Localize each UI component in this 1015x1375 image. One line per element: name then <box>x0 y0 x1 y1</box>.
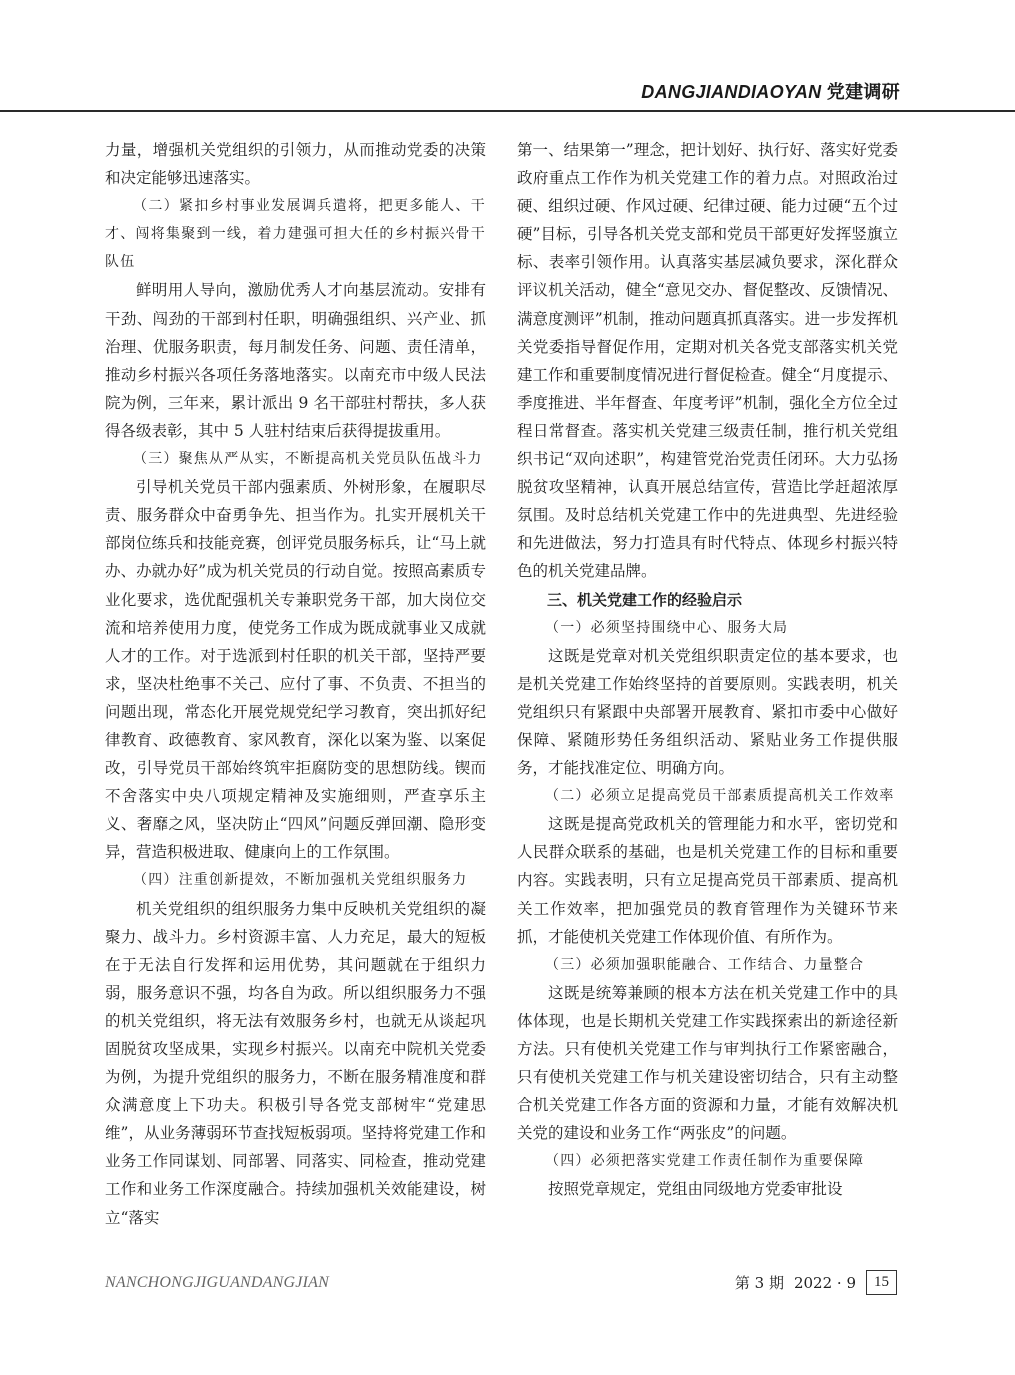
subsection-heading: （一）必须坚持围绕中心、服务大局 <box>545 619 789 636</box>
journal-name: NANCHONGJIGUANDANGJIAN <box>105 1274 329 1291</box>
subsection-heading: （四）必须把落实党建工作责任制作为重要保障 <box>545 1153 865 1170</box>
issue-date: 2022 · 9 <box>793 1273 856 1292</box>
subsection-heading: （二）紧扣乡村事业发展调兵遣将，把更多能人、干才、闯将集聚到一线，着力建强可担大任的乡村振兴骨干队伍 <box>105 198 486 271</box>
subsection-heading: （二）必须立足提高党员干部素质提高机关工作效率 <box>545 788 895 805</box>
subsection-heading: （四）注重创新提效，不断加强机关党组织服务力 <box>133 872 468 889</box>
body-paragraph: 这既是提高党政机关的管理能力和水平，密切党和人民群众联系的基础，也是机关党建工作的目标和重要内容。实践表明，只有立足提高党员干部素质、提高机关工作效率，把加强党员的教育管理作为关键环节来抓，才能使机关党建工作体现价值、有所作为。 <box>517 815 898 946</box>
page-number: 15 <box>866 1270 897 1295</box>
body-paragraph: 按照党章规定，党组由同级地方党委审批设 <box>548 1180 843 1199</box>
running-title-cn: 党建调研 <box>826 82 900 102</box>
left-text-column <box>105 136 486 1232</box>
subsection-heading: （三）聚焦从严从实，不断提高机关党员队伍战斗力 <box>133 451 483 468</box>
running-title-en: DANGJIANDIAOYAN <box>641 82 822 102</box>
continued-paragraph: 力量，增强机关党组织的引领力，从而推动党委的决策和决定能够迅速落实。 <box>105 141 486 188</box>
page-footer <box>735 1270 897 1295</box>
continued-paragraph: 第一、结果第一”理念，把计划好、执行好、落实好党委政府重点工作作为机关党建工作的着力点。对照政治过硬、组织过硬、作风过硬、纪律过硬、能力过硬“五个过硬”目标，引导各机关党支部和党员干部更好发挥竖旗立标、表率引领作用。认真落实基层减负要求，深化群众评议机关活动，健全“意见交办、督促整改、反馈情况、满意度测评”机制，推动问题真抓真落实。进一步发挥机关党委指导督促作用，定期对机关各党支部落实机关党建工作和重要制度情况进行督促检查。健全“月度提示、季度推进、半年督查、年度考评”机制，强化全方位全过程日常督查。落实机关党建三级责任制，推行机关党组织书记“双向述职”，构建管党治党责任闭环。大力弘扬脱贫攻坚精神，认真开展总结宣传，营造比学赶超浓厚氛围。及时总结机关党建工作中的先进典型、先进经验和先进做法，努力打造具有时代特点、体现乡村振兴特色的机关党建品牌。 <box>517 141 898 581</box>
body-paragraph: 这既是统筹兼顾的根本方法在机关党建工作中的具体体现，也是长期机关党建工作实践探索出的新途径新方法。只有使机关党建工作与审判执行工作紧密融合，只有使机关党建工作与机关建设密切结合，只有主动整合机关党建工作各方面的资源和力量，才能有效解决机关党的建设和业务工作“两张皮”的问题。 <box>517 983 898 1143</box>
body-paragraph: 这既是党章对机关党组织职责定位的基本要求，也是机关党建工作始终坚持的首要原则。实践表明，机关党组织只有紧跟中央部署开展教育、紧扣市委中心做好保障、紧随形势任务组织活动、紧贴业务工作提供服务，才能找准定位、明确方向。 <box>517 646 898 778</box>
right-text-column <box>517 136 898 1204</box>
body-paragraph: 机关党组织的组织服务力集中反映机关党组织的凝聚力、战斗力。乡村资源丰富、人力充足，最大的短板在于无法自行发挥和运用优势，其问题就在于组织力弱，服务意识不强，均各自为政。所以组织服务力不强的机关党组织，将无法有效服务乡村，也就无从谈起巩固脱贫攻坚成果，实现乡村振兴。以南充中院机关党委为例，为提升党组织的服务力，不断在服务精准度和群众满意度上下功夫。积极引导各党支部树牢“党建思维”，从业务薄弱环节查找短板弱项。坚持将党建工作和业务工作同谋划、同部署、同落实、同检查，推动党建工作和业务工作深度融合。持续加强机关效能建设，树立“落实 <box>105 899 486 1227</box>
body-paragraph: 引导机关党员干部内强素质、外树形象，在履职尽责、服务群众中奋勇争先、担当作为。扎实开展机关干部岗位练兵和技能竞赛，创评党员服务标兵，让“马上就办、办就办好”成为机关党员的行动自觉。按照高素质专业化要求，选优配强机关专兼职党务干部，加大岗位交流和培养使用力度，使党务工作成为既成就事业又成就人才的工作。对于选派到村任职的机关干部，坚持严要求，坚决杜绝事不关己、应付了事、不负责、不担当的问题出现，常态化开展党规党纪学习教育，突出抓好纪律教育、政德教育、家风教育，深化以案为鉴、以案促改，引导党员干部始终筑牢拒腐防变的思想防线。锲而不舍落实中央八项规定精神及实施细则，严查享乐主义、奢靡之风，坚决防止“四风”问题反弹回潮、隐形变异，营造积极进取、健康向上的工作氛围。 <box>105 478 486 862</box>
page-header <box>0 0 1015 112</box>
header-divider <box>0 110 1015 112</box>
body-paragraph: 鲜明用人导向，激励优秀人才向基层流动。安排有干劲、闯劲的干部到村任职，明确强组织、兴产业、抓治理、优服务职责，每月制发任务、问题、责任清单，推动乡村振兴各项任务落地落实。以南充市中级人民法院为例，三年来，累计派出 9 名干部驻村帮扶，多人获得各级表彰，其中 5 人驻村结束后获得提拔重用。 <box>105 281 486 440</box>
subsection-heading: （三）必须加强职能融合、工作结合、力量整合 <box>545 956 865 973</box>
issue-number: 第 3 期 <box>734 1274 784 1292</box>
running-title <box>641 78 900 104</box>
section-heading: 三、机关党建工作的经验启示 <box>547 590 743 609</box>
